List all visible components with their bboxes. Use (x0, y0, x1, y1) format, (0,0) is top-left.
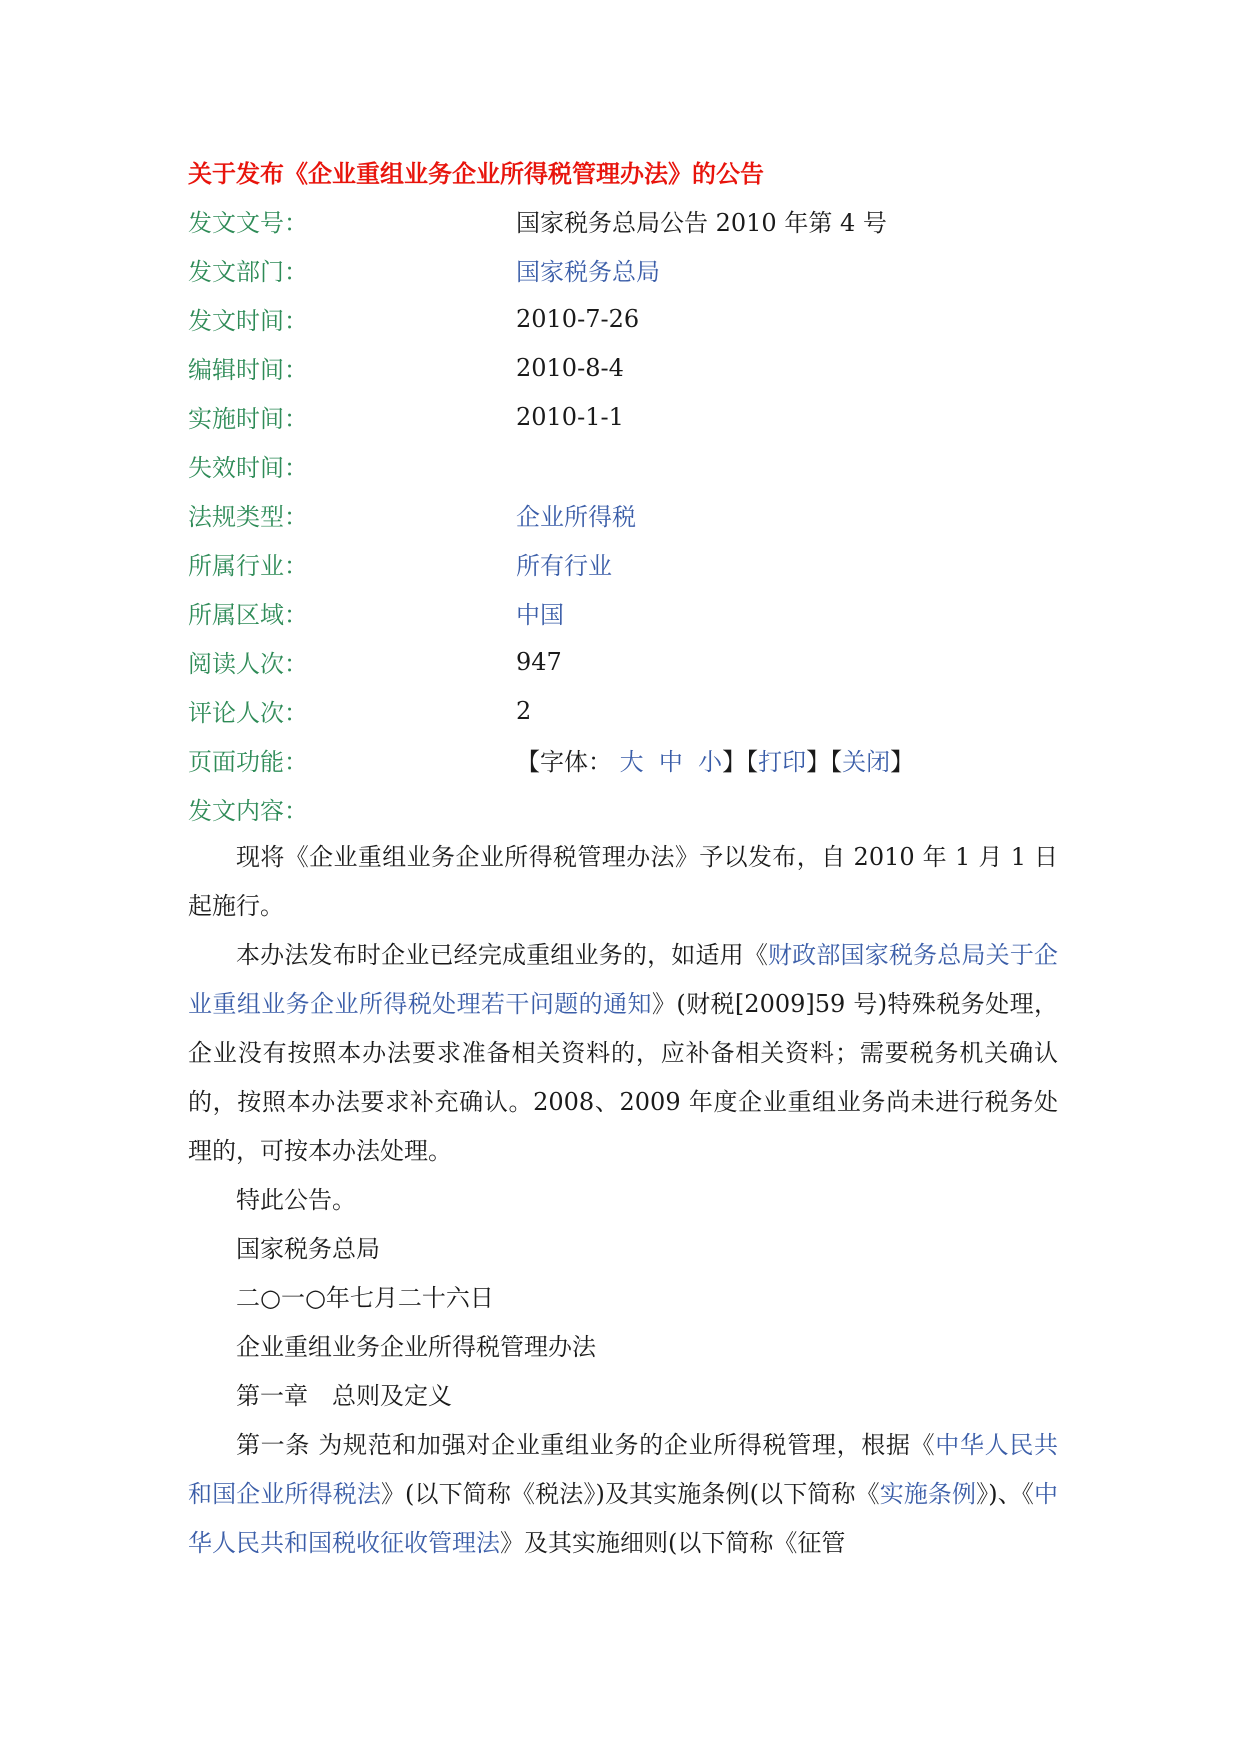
p2-text-before: 本办法发布时企业已经完成重组业务的，如适用《 (236, 941, 768, 969)
meta-label: 实施时间： (188, 405, 308, 433)
article-1-text-d: 》及其实施细则(以下简称《征管 (500, 1529, 846, 1557)
signature-date: 二○一○年七月二十六日 (236, 1284, 494, 1312)
meta-row-regulation-type (188, 490, 1058, 539)
meta-row-industry (188, 539, 1058, 588)
print-button[interactable]: 打印 (758, 748, 807, 776)
meta-label: 评论人次： (188, 699, 308, 727)
region-link[interactable]: 中国 (516, 601, 564, 629)
font-size-open: 【字体： (516, 748, 612, 776)
tax-law-link[interactable]: 中华人民共和国企业所得税法 (188, 1431, 1058, 1508)
meta-row-comment-count (188, 686, 1058, 735)
paragraph-3: 特此公告。 (236, 1186, 356, 1214)
meta-row-effective-date (188, 392, 1058, 441)
meta-label: 阅读人次： (188, 650, 308, 678)
close-close: 】 (890, 748, 915, 776)
paragraph-2 (188, 931, 1058, 1176)
p2-text-after: 》(财税[2009]59 号)特殊税务处理，企业没有按照本办法要求准备相关资料的，应补备相关资料；需要税务机关确认的，按照本办法要求补充确认。2008、2009 年度企业重组业务尚未进行税务处理的，可按本办法处理。 (188, 990, 1059, 1165)
meta-label: 所属行业： (188, 552, 308, 580)
meta-row-department (188, 245, 1058, 294)
close-button[interactable]: 关闭 (842, 748, 891, 776)
meta-value: 2010-7-26 (516, 304, 640, 333)
meta-label: 所属区域： (188, 601, 308, 629)
meta-row-edit-date (188, 343, 1058, 392)
meta-label: 编辑时间： (188, 356, 308, 384)
document-body (188, 833, 1058, 1568)
meta-value: 2010-8-4 (516, 353, 624, 382)
document-title: 关于发布《企业重组业务企业所得税管理办法》的公告 (188, 159, 764, 188)
notice-link[interactable]: 财政部国家税务总局关于企业重组业务企业所得税处理若干问题的通知 (188, 941, 1058, 1018)
meta-row-issue-date (188, 294, 1058, 343)
meta-row-page-functions (188, 735, 1058, 784)
meta-value: 2010-1-1 (516, 402, 624, 431)
regulation-type-link[interactable]: 企业所得税 (516, 503, 636, 531)
meta-row-region (188, 588, 1058, 637)
meta-label: 发文文号： (188, 209, 308, 237)
tax-collection-law-link[interactable]: 中华人民共和国税收征收管理法 (188, 1480, 1058, 1557)
article-1-text-b: 》(以下简称《税法》)及其实施条例(以下简称《 (380, 1480, 880, 1508)
meta-label: 发文时间： (188, 307, 308, 335)
meta-label: 法规类型： (188, 503, 308, 531)
chapter-heading: 第一章 总则及定义 (236, 1382, 452, 1410)
read-count: 947 (516, 647, 562, 676)
meta-value: 国家税务总局公告 2010 年第 4 号 (516, 209, 887, 237)
print-open: 【 (746, 748, 759, 776)
close-open: 【 (830, 748, 843, 776)
document-page (188, 158, 1058, 1568)
paragraph-1: 现将《企业重组业务企业所得税管理办法》予以发布，自 2010 年 1 月 1 日起施行。 (188, 843, 1058, 920)
meta-label: 失效时间： (188, 454, 308, 482)
meta-row-doc-number (188, 196, 1058, 245)
implementation-rules-link[interactable]: 实施条例 (879, 1480, 977, 1508)
font-size-close: 】 (722, 748, 747, 776)
print-close: 】 (806, 748, 831, 776)
article-1-text-a: 第一条 为规范和加强对企业重组业务的企业所得税管理，根据《 (236, 1431, 936, 1459)
meta-table (188, 196, 1058, 784)
font-large-button[interactable]: 大 (619, 748, 644, 776)
meta-row-expiry-date (188, 441, 1058, 490)
page-functions (516, 742, 914, 777)
font-small-button[interactable]: 小 (698, 748, 723, 776)
signature-org: 国家税务总局 (236, 1235, 380, 1263)
department-link[interactable]: 国家税务总局 (516, 258, 660, 286)
content-label: 发文内容： (188, 797, 308, 825)
article-1 (188, 1421, 1058, 1568)
industry-link[interactable]: 所有行业 (516, 552, 612, 580)
meta-label: 页面功能： (188, 748, 308, 776)
meta-label: 发文部门： (188, 258, 308, 286)
meta-row-read-count (188, 637, 1058, 686)
measures-title: 企业重组业务企业所得税管理办法 (236, 1333, 596, 1361)
comment-count: 2 (516, 696, 532, 725)
font-medium-button[interactable]: 中 (658, 748, 683, 776)
article-1-text-c: 》)、《 (976, 1480, 1034, 1508)
